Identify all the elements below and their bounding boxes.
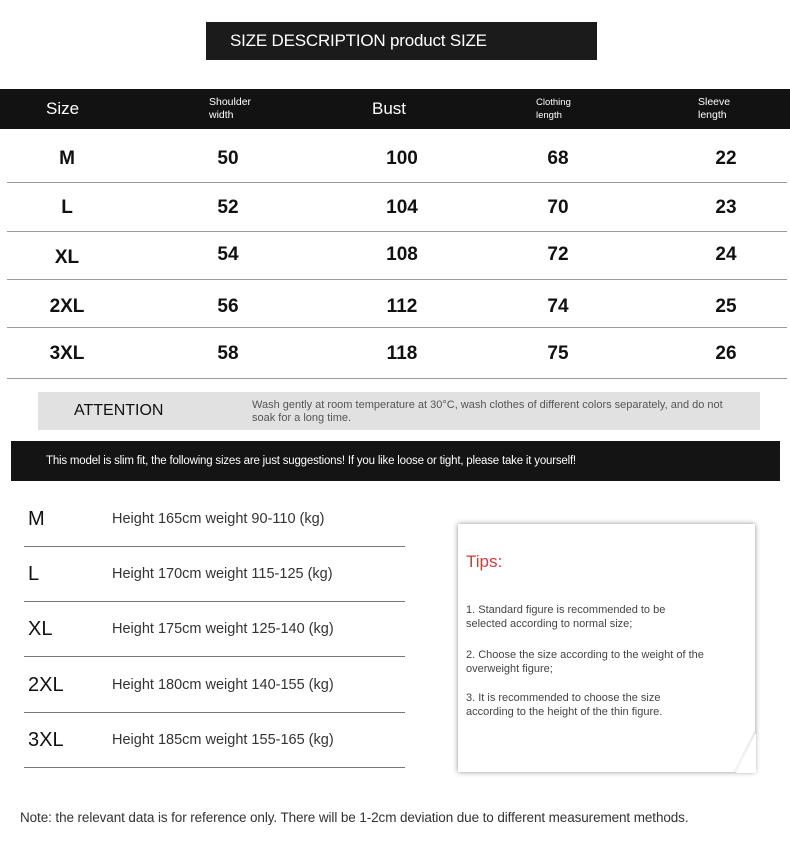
cell-sleeve: 24 xyxy=(715,244,737,265)
cell-size: L xyxy=(61,197,73,218)
cell-sleeve: 22 xyxy=(715,148,737,169)
row-divider xyxy=(7,279,787,280)
header-shoulder-line1: Shoulder xyxy=(209,96,252,108)
table-row xyxy=(0,282,790,332)
cell-shoulder: 52 xyxy=(217,197,239,218)
header-shoulder-line2: width xyxy=(209,109,234,121)
cell-shoulder: 50 xyxy=(217,148,239,169)
cell-length: 70 xyxy=(547,197,569,218)
cell-length: 72 xyxy=(547,244,569,265)
header-size: Size xyxy=(46,99,80,118)
cell-bust: 100 xyxy=(386,148,418,169)
fit-guide-row xyxy=(24,602,405,657)
fit-guide-row xyxy=(24,492,405,547)
fit-size: XL xyxy=(28,617,53,640)
cell-size: 2XL xyxy=(49,296,85,317)
fit-guide-row xyxy=(24,713,405,768)
cell-length: 68 xyxy=(547,148,569,169)
slim-fit-notice: This model is slim fit, the following sizes are just suggestions! If you like loose or tight, please take it yourself! xyxy=(11,441,780,481)
tip-item: 1. Standard figure is recommended to be selected according to normal size; xyxy=(466,604,666,630)
cell-length: 75 xyxy=(547,343,569,364)
fit-description: Height 175cm weight 125-140 (kg) xyxy=(112,621,334,637)
cell-bust: 112 xyxy=(386,296,418,317)
header-sleeve-line1: Sleeve xyxy=(698,96,731,108)
cell-size: XL xyxy=(54,247,80,268)
header-clothing-line2: length xyxy=(536,110,562,121)
table-row xyxy=(0,329,790,379)
table-row xyxy=(0,134,790,184)
cell-shoulder: 56 xyxy=(217,296,239,317)
footer-note: Note: the relevant data is for reference only. There will be 1-2cm deviation due to different measurement methods. xyxy=(20,810,689,825)
header-sleeve-length xyxy=(698,89,768,129)
fit-description: Height 170cm weight 115-125 (kg) xyxy=(112,566,333,582)
fit-size: 2XL xyxy=(28,673,64,696)
fit-description: Height 180cm weight 140-155 (kg) xyxy=(112,677,334,693)
header-clothing-length xyxy=(536,89,606,129)
attention-title: ATTENTION xyxy=(74,402,164,419)
cell-bust: 104 xyxy=(386,197,418,218)
table-row xyxy=(0,183,790,233)
fit-size: L xyxy=(28,562,40,585)
tips-card xyxy=(458,524,755,772)
page-title: SIZE DESCRIPTION product SIZE xyxy=(206,22,597,60)
tip-item: 2. Choose the size according to the weight of the overweight figure; xyxy=(466,649,704,675)
cell-bust: 108 xyxy=(386,244,418,265)
cell-sleeve: 25 xyxy=(715,296,737,317)
fit-description: Height 165cm weight 90-110 (kg) xyxy=(112,511,325,527)
header-clothing-line1: Clothing xyxy=(536,97,571,108)
cell-sleeve: 23 xyxy=(715,197,737,218)
header-shoulder-width xyxy=(209,89,279,129)
tip-item: 3. It is recommended to choose the size according to the height of the thin figure. xyxy=(466,692,663,718)
fit-size: 3XL xyxy=(28,728,64,751)
header-sleeve-line2: length xyxy=(698,109,727,121)
cell-sleeve: 26 xyxy=(715,343,737,364)
tips-title: Tips: xyxy=(466,552,503,571)
cell-size: 3XL xyxy=(49,343,85,364)
fit-size: M xyxy=(28,507,45,530)
size-table-header xyxy=(0,89,790,129)
cell-shoulder: 58 xyxy=(217,343,239,364)
row-divider xyxy=(7,378,787,379)
table-row xyxy=(0,230,790,280)
page-curl-decoration xyxy=(733,730,755,772)
attention-text: Wash gently at room temperature at 30°C, wash clothes of different colors separately, and do not soak for a long time. xyxy=(252,399,723,424)
fit-guide-row xyxy=(24,658,405,713)
cell-bust: 118 xyxy=(386,343,418,364)
cell-size: M xyxy=(59,148,75,169)
fit-description: Height 185cm weight 155-165 (kg) xyxy=(112,732,334,748)
header-bust: Bust xyxy=(372,99,407,118)
cell-shoulder: 54 xyxy=(217,244,239,265)
cell-length: 74 xyxy=(547,296,569,317)
attention-box xyxy=(38,392,760,430)
fit-guide-row xyxy=(24,547,405,602)
row-divider xyxy=(7,327,787,328)
